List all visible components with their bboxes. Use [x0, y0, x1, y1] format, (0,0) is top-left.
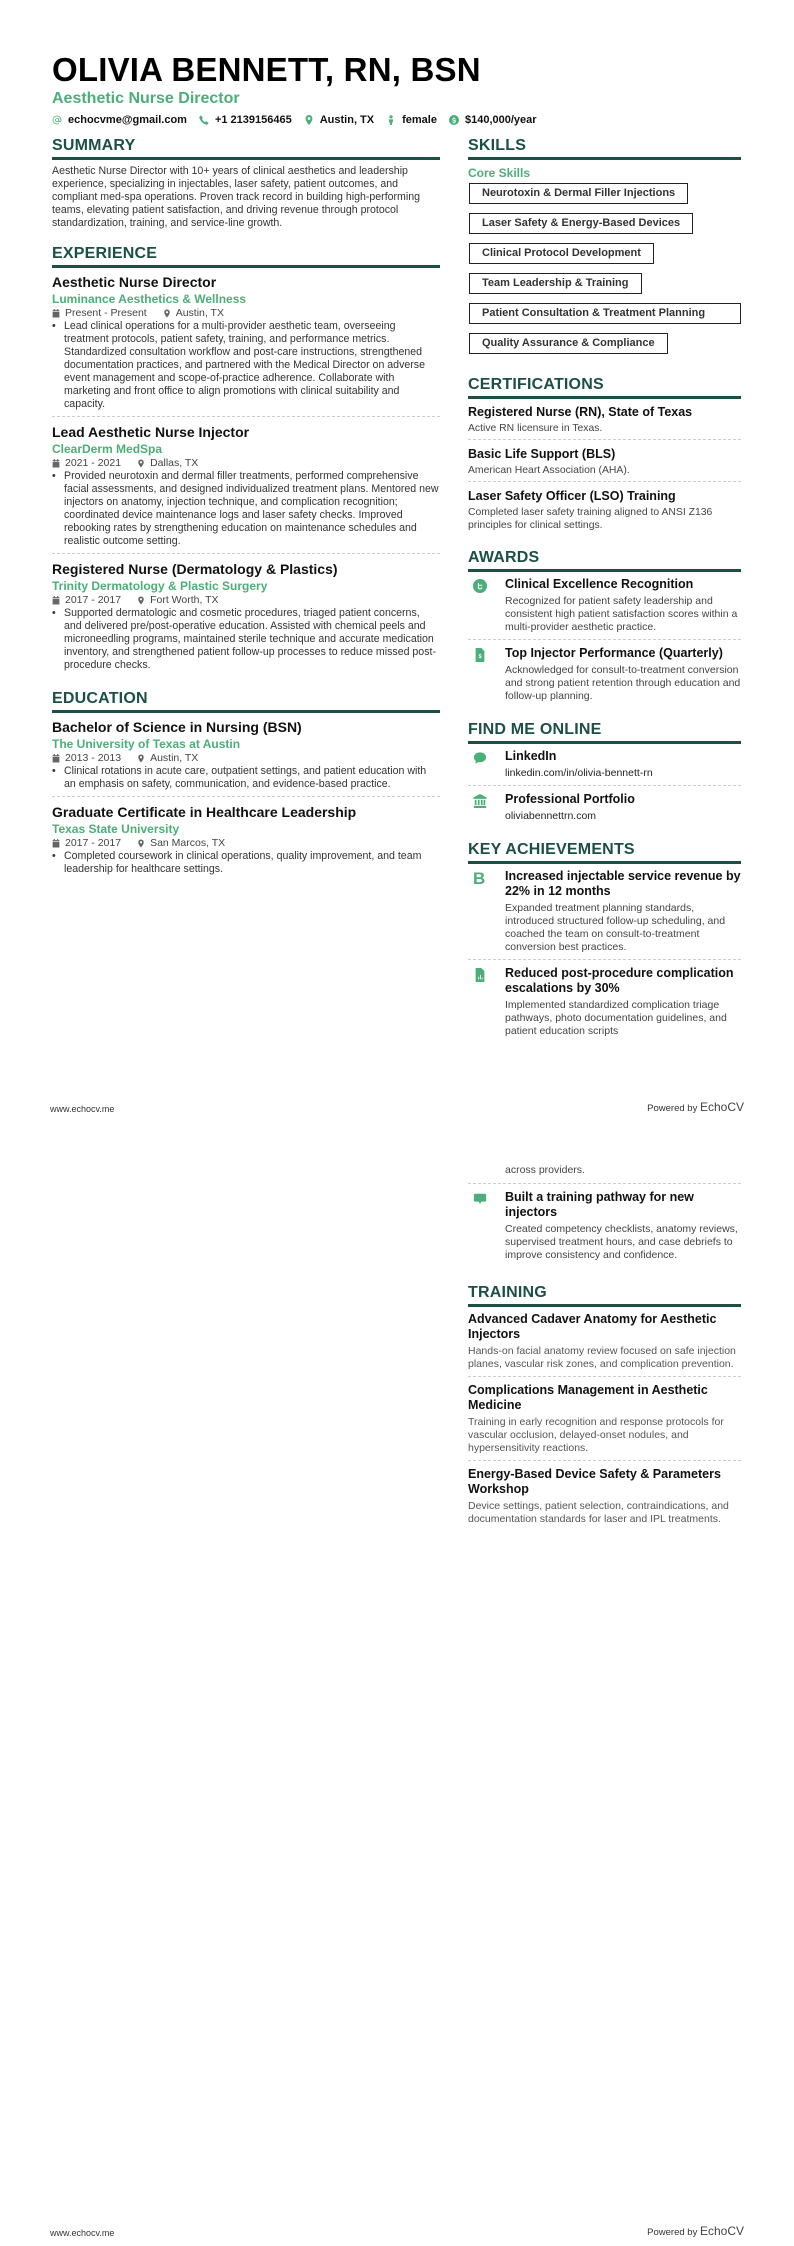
section-heading-awards: AWARDS — [468, 548, 741, 572]
calendar-icon — [52, 839, 60, 848]
skills-subheading: Core Skills — [468, 166, 531, 180]
certification-desc: American Heart Association (AHA). — [468, 465, 630, 476]
entry-bullet: • Clinical rotations in acute care, outpatient settings, and patient education with an emphasis on safety, communication, and evidence-based practice. — [52, 765, 440, 791]
school-name: The University of Texas at Austin — [52, 737, 241, 751]
at-sign-icon — [52, 115, 62, 125]
experience-entry — [52, 423, 440, 554]
section-heading-experience: EXPERIENCE — [52, 244, 440, 268]
experience-entry — [52, 560, 440, 677]
employer-name: ClearDerm MedSpa — [52, 442, 163, 456]
training-desc: Hands-on facial anatomy review focused on safe injection planes, vascular risk zones, and complication prevention. — [468, 1345, 736, 1370]
email-text: echocvme@gmail.com — [68, 114, 187, 126]
gender-text: female — [402, 114, 437, 126]
entry-bullet: • Lead clinical operations for a multi-provider aesthetic team, overseeing treatment protocols, patient safety, training, and performance metrics. Standardized consultation workflow and post-care instructions, strengthened documentation practices, and partnered with the Medical Director on adverse event management and scope-of-practice adherence. Collaborate with marketing and front office to align promotions with clinical suitability and capacity. — [52, 320, 440, 411]
map-pin-icon — [163, 309, 171, 318]
certification-title: Basic Life Support (BLS) — [468, 447, 616, 461]
candidate-name: OLIVIA BENNETT, RN, BSN — [52, 51, 481, 88]
achievement-title: Increased injectable service revenue by 22% in 12 months — [505, 869, 741, 898]
entry-location: San Marcos, TX — [150, 837, 226, 849]
invoice-dollar-icon — [473, 648, 487, 662]
employer-name: Luminance Aesthetics & Wellness — [52, 292, 247, 306]
right-column — [468, 136, 741, 1055]
entry-bullet: • Provided neurotoxin and dermal filler treatments, performed comprehensive facial assessments, and designed individualized treatment plans. Mentored new injectors on anatomy, injection technique, and complication recognition; coordinated device maintenance logs and laser safety checks. Improved rebooking rates by strengthening education on maintenance schedules and realistic outcome setting. — [52, 470, 440, 548]
map-pin-icon — [304, 115, 314, 125]
award-title: Top Injector Performance (Quarterly) — [505, 646, 723, 660]
key-achievements-section — [468, 840, 741, 1043]
certification-desc: Completed laser safety training aligned to ANSI Z136 principles for clinical settings. — [468, 507, 713, 531]
school-name: Texas State University — [52, 822, 180, 836]
awards-section — [468, 548, 741, 708]
calendar-icon — [52, 459, 60, 468]
section-heading-summary: SUMMARY — [52, 136, 440, 160]
contact-phone[interactable] — [199, 114, 292, 126]
certification-title: Registered Nurse (RN), State of Texas — [468, 405, 693, 419]
salary-text: $140,000/year — [464, 114, 537, 126]
phone-icon — [199, 115, 209, 125]
online-profile-title: Professional Portfolio — [505, 792, 635, 806]
award-desc: Recognized for patient safety leadership and consistent high patient satisfaction scores within a multi-provider aesthetic practice. — [505, 595, 738, 633]
skill-tag: Team Leadership & Training — [469, 273, 642, 294]
experience-entry — [52, 273, 440, 417]
section-heading-certifications: CERTIFICATIONS — [468, 375, 741, 399]
location-text: Austin, TX — [319, 114, 375, 126]
map-pin-icon — [137, 839, 145, 848]
section-heading-online: FIND ME ONLINE — [468, 720, 741, 744]
dollar-circle-icon — [449, 115, 459, 125]
entry-dates: 2017 - 2017 — [65, 594, 122, 606]
entry-meta — [52, 752, 440, 765]
building-columns-icon — [473, 794, 487, 808]
entry-meta — [52, 837, 440, 850]
job-title: Aesthetic Nurse Director — [52, 274, 217, 290]
online-profile-item[interactable] — [468, 792, 741, 828]
achievement-desc: Expanded treatment planning standards, introduced structured follow-up scheduling, and coached the team on consult-to-treatment conversion best practices. — [505, 902, 726, 953]
training-title: Energy-Based Device Safety & Parameters Workshop — [468, 1467, 721, 1496]
entry-location: Austin, TX — [175, 307, 224, 319]
entry-location: Fort Worth, TX — [150, 594, 219, 606]
calendar-icon — [52, 309, 60, 318]
candidate-title: Aesthetic Nurse Director — [52, 90, 240, 107]
training-title: Advanced Cadaver Anatomy for Aesthetic Injectors — [468, 1312, 717, 1341]
skill-tag: Neurotoxin & Dermal Filler Injections — [469, 183, 688, 204]
award-item — [468, 577, 741, 640]
certifications-section — [468, 375, 741, 536]
education-entry — [52, 803, 440, 881]
achievement-desc-continued: across providers. — [468, 1164, 741, 1184]
summary-section — [52, 136, 440, 230]
training-item — [468, 1383, 741, 1461]
phone-text: +1 2139156465 — [214, 114, 292, 126]
certification-item — [468, 404, 741, 440]
training-item — [468, 1467, 741, 1531]
skill-tag: Quality Assurance & Compliance — [469, 333, 668, 354]
experience-section — [52, 244, 440, 677]
footer-website[interactable]: www.echocv.me — [50, 2228, 115, 2238]
certification-desc: Active RN licensure in Texas. — [468, 423, 603, 434]
chat-bubble-icon — [473, 751, 487, 765]
entry-location: Austin, TX — [150, 752, 199, 764]
entry-bullet: • Supported dermatologic and cosmetic procedures, triaged patient concerns, and delivered pre/post-operative education. Assisted with chemical peels and microneedling programs, maintained sterile technique and accurate medication inventory, and strengthened patient follow-up processes to reduce missed post-procedure checks. — [52, 607, 440, 672]
entry-meta — [52, 457, 440, 470]
achievement-item — [468, 1190, 741, 1267]
entry-bullet: • Completed coursework in clinical operations, quality improvement, and team leadership for healthcare settings. — [52, 850, 440, 876]
online-profile-title: LinkedIn — [505, 749, 557, 763]
skills-list — [468, 183, 741, 363]
page-footer — [50, 1100, 744, 1114]
contact-email[interactable] — [52, 114, 187, 126]
training-desc: Training in early recognition and response protocols for vascular occlusion, delayed-onset nodules, and hypersensitivity reactions. — [468, 1416, 724, 1454]
map-pin-icon — [137, 596, 145, 605]
training-item — [468, 1312, 741, 1377]
training-section — [468, 1283, 741, 1531]
certification-title: Laser Safety Officer (LSO) Training — [468, 489, 676, 503]
find-me-online-section — [468, 720, 741, 828]
letter-b-icon: B — [473, 869, 486, 888]
brand-name: EchoCV — [699, 1100, 744, 1114]
certification-item — [468, 488, 741, 536]
page-footer — [50, 2224, 744, 2238]
contact-gender — [386, 114, 437, 126]
online-profile-item[interactable] — [468, 749, 741, 786]
award-title: Clinical Excellence Recognition — [505, 577, 694, 591]
left-column — [52, 136, 440, 893]
map-pin-icon — [137, 754, 145, 763]
job-title: Lead Aesthetic Nurse Injector — [52, 424, 250, 440]
entry-meta — [52, 307, 440, 320]
online-profile-link[interactable]: oliviabennettrn.com — [505, 810, 597, 822]
powered-by: Powered by EchoCV — [647, 1100, 744, 1114]
section-heading-training: TRAINING — [468, 1283, 741, 1307]
online-profile-link[interactable]: linkedin.com/in/olivia-bennett-rn — [505, 767, 653, 779]
summary-text: Aesthetic Nurse Director with 10+ years of clinical aesthetics and leadership experience, specializing in injectables, laser safety, patient outcomes, and compliant med-spa operations. Proven track record in building high-performing teams, elevating patient satisfaction, and driving revenue through protocol standardization, training, and service-line growth. — [52, 165, 421, 229]
entry-dates: 2021 - 2021 — [65, 457, 122, 469]
degree-title: Graduate Certificate in Healthcare Leadership — [52, 804, 357, 820]
award-desc: Acknowledged for consult-to-treatment conversion and strong patient retention through education and follow-up planning. — [505, 664, 741, 702]
entry-meta — [52, 594, 440, 607]
brand-name: EchoCV — [699, 2224, 744, 2238]
resume-header — [52, 52, 742, 126]
comment-icon — [473, 1192, 487, 1206]
award-badge-icon — [473, 579, 487, 593]
award-item — [468, 646, 741, 708]
contact-line — [52, 114, 742, 126]
achievement-desc: Created competency checklists, anatomy reviews, supervised treatment hours, and case debriefs to improve consistency and confidence. — [505, 1223, 738, 1261]
entry-dates: 2013 - 2013 — [65, 752, 122, 764]
chart-file-icon — [473, 968, 487, 982]
certification-item — [468, 446, 741, 482]
skill-tag: Laser Safety & Energy-Based Devices — [469, 213, 693, 234]
job-title: Registered Nurse (Dermatology & Plastics) — [52, 561, 338, 577]
skills-section — [468, 136, 741, 363]
footer-website[interactable]: www.echocv.me — [50, 1104, 115, 1114]
skill-tag: Clinical Protocol Development — [469, 243, 654, 264]
person-icon — [386, 115, 396, 125]
entry-location: Dallas, TX — [150, 457, 199, 469]
section-heading-education: EDUCATION — [52, 689, 440, 713]
right-column-continued — [468, 1164, 741, 1543]
employer-name: Trinity Dermatology & Plastic Surgery — [52, 579, 268, 593]
degree-title: Bachelor of Science in Nursing (BSN) — [52, 719, 302, 735]
calendar-icon — [52, 754, 60, 763]
education-section — [52, 689, 440, 881]
section-heading-achievements: KEY ACHIEVEMENTS — [468, 840, 741, 864]
skill-tag: Patient Consultation & Treatment Planning — [469, 303, 741, 324]
entry-dates: 2017 - 2017 — [65, 837, 122, 849]
achievement-item — [468, 869, 741, 960]
education-entry — [52, 718, 440, 797]
powered-by: Powered by EchoCV — [647, 2224, 744, 2238]
map-pin-icon — [137, 459, 145, 468]
achievement-title: Reduced post-procedure complication escalations by 30% — [505, 966, 734, 995]
section-heading-skills: SKILLS — [468, 136, 741, 160]
achievement-item — [468, 966, 741, 1043]
calendar-icon — [52, 596, 60, 605]
contact-location — [304, 114, 374, 126]
training-desc: Device settings, patient selection, contraindications, and documentation standards for laser and IPL treatments. — [468, 1500, 729, 1525]
contact-salary — [449, 114, 537, 126]
training-title: Complications Management in Aesthetic Medicine — [468, 1383, 708, 1412]
entry-dates: Present - Present — [65, 307, 147, 319]
achievement-title: Built a training pathway for new injectors — [505, 1190, 694, 1219]
achievement-desc: Implemented standardized complication triage pathways, photo documentation guidelines, and patient education scripts — [505, 999, 727, 1037]
